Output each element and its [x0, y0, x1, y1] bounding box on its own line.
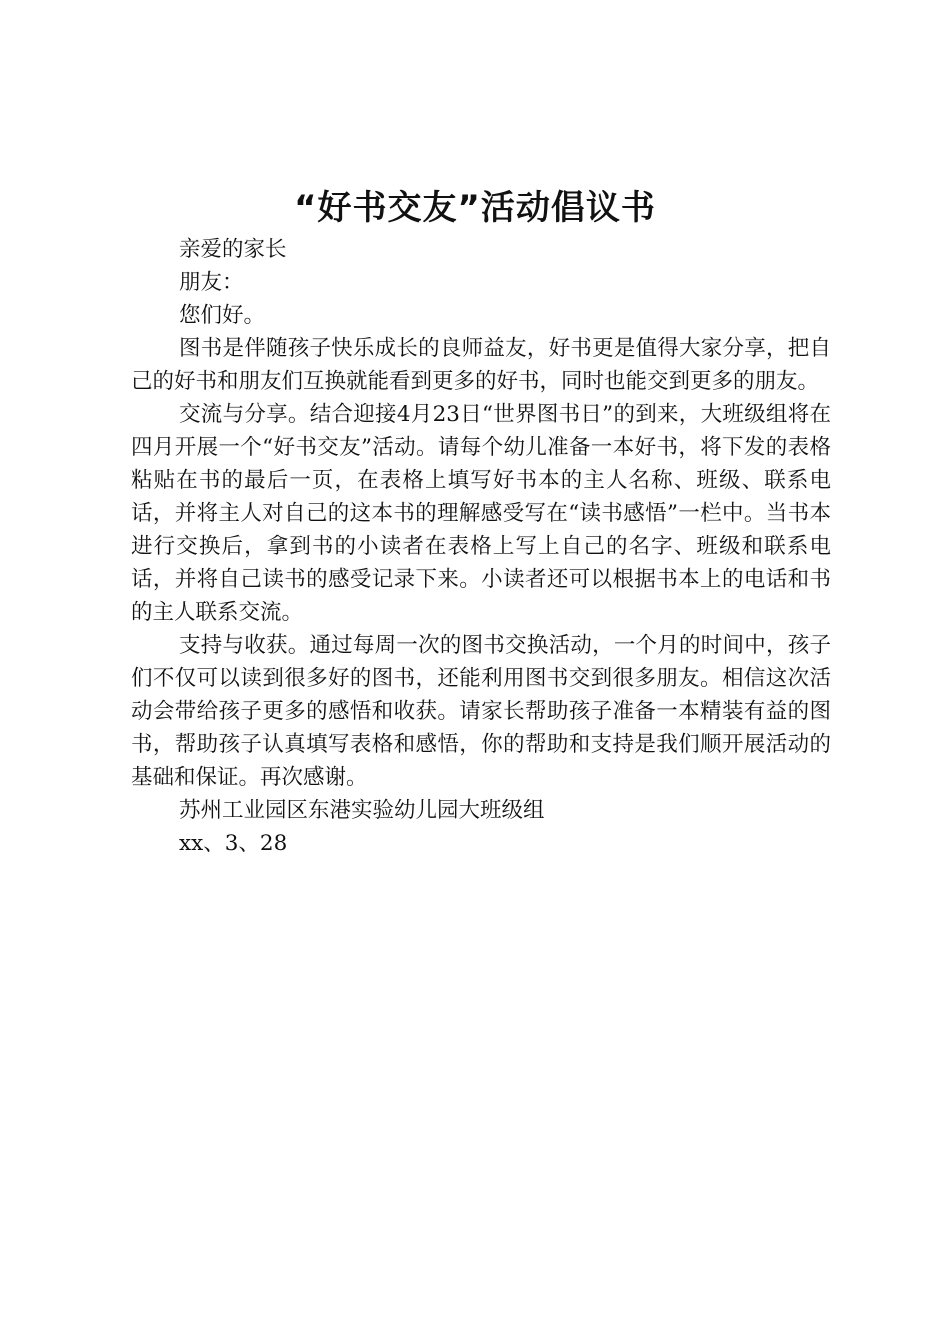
paragraph-exchange: 交流与分享。结合迎接4月23日“世界图书日”的到来，大班级组将在四月开展一个“好书交友”活动。请每个幼儿准备一本好书，将下发的表格粘贴在书的最后一页，在表格上填写好书本的主人名称、班级、联系电话，并将主人对自己的这本书的理解感受写在“读书感悟”一栏中。当书本进行交换后，拿到书的小读者在表格上写上自己的名字、班级和联系电话，并将自己读书的感受记录下来。小读者还可以根据书本上的电话和书的主人联系交流。	[131, 402, 831, 625]
salutation-line-1: 亲爱的家长	[179, 237, 287, 262]
paragraph-intro: 图书是伴随孩子快乐成长的良师益友，好书更是值得大家分享，把自己的好书和朋友们互换就能看到更多的好书，同时也能交到更多的朋友。	[131, 336, 831, 394]
salutation-line-2: 朋友：	[179, 270, 244, 295]
document-title: “好书交友”活动倡议书	[294, 188, 656, 228]
date: xx、3、28	[179, 831, 288, 856]
document-body	[131, 233, 831, 860]
paragraph-support: 支持与收获。通过每周一次的图书交换活动，一个月的时间中，孩子们不仅可以读到很多好的图书，还能利用图书交到很多朋友。相信这次活动会带给孩子更多的感悟和收获。请家长帮助孩子准备一本精装有益的图书，帮助孩子认真填写表格和感悟，你的帮助和支持是我们顺开展活动的基础和保证。再次感谢。	[131, 633, 831, 790]
signature: 苏州工业园区东港实验幼儿园大班级组	[179, 798, 545, 823]
greeting: 您们好。	[179, 303, 266, 328]
